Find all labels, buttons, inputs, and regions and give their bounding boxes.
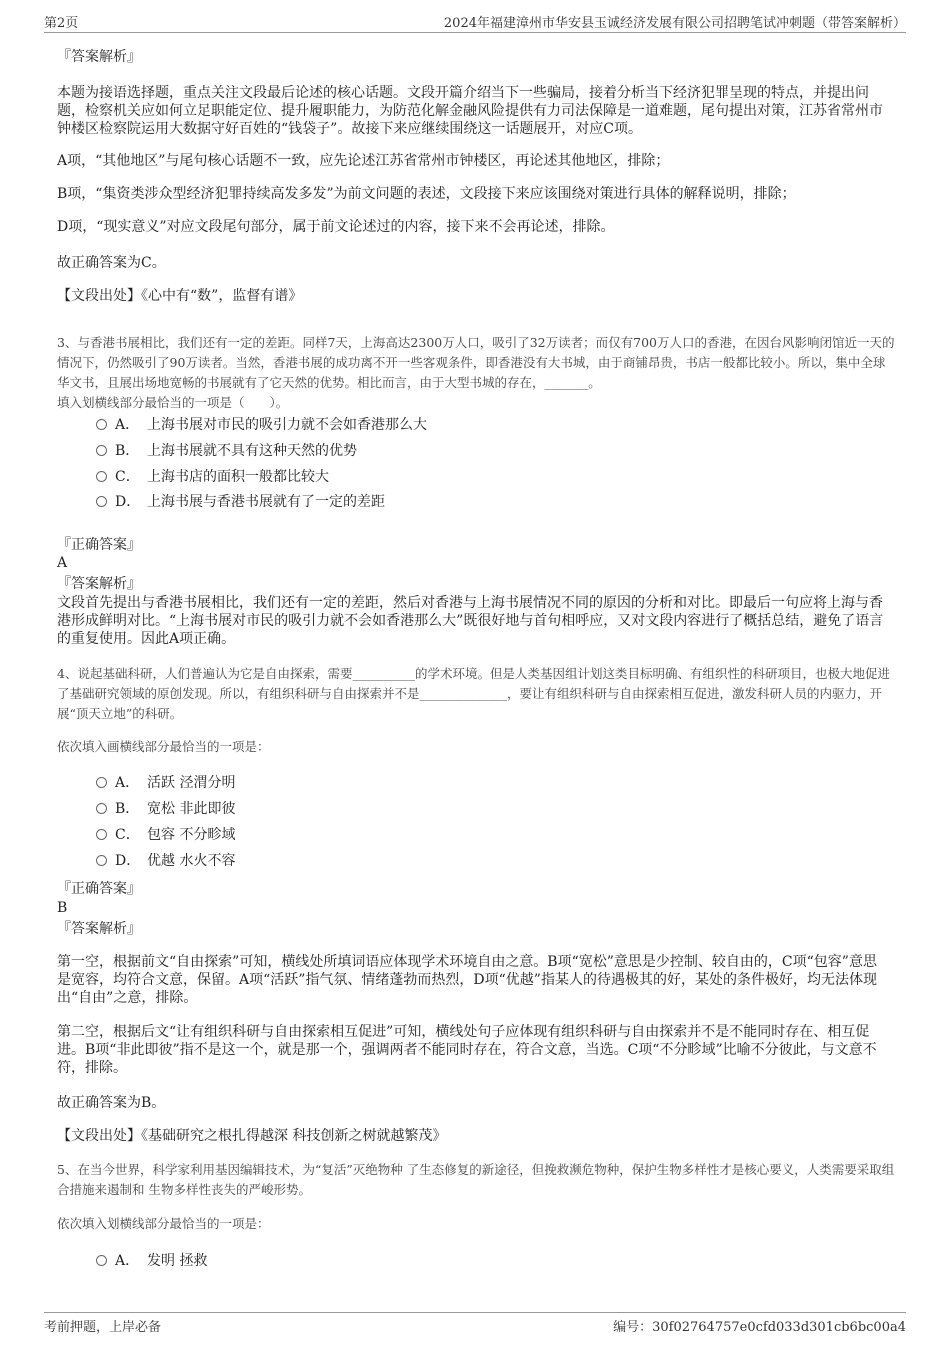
prev-source: 【文段出处】《心中有“数”，监督有谱》 <box>57 288 303 304</box>
page-footer <box>44 1312 906 1337</box>
q3-option-d[interactable]: D． 上海书展与香港书展就有了一定的差距 <box>96 492 385 512</box>
q4-analysis-label: 『答案解析』 <box>57 921 141 937</box>
prev-analysis-p1: 本题为接语选择题，重点关注文段最后论述的核心话题。文段开篇介绍当下一些骗局，接着分析当下经济犯罪呈现的特点，并提出问题，检察机关应如何立足职能定位、提升履职能力，为防范化解金融风险提供有力司法保障是一道难题，尾句提出对策，江苏省常州市钟楼区检察院运用大数据守好百姓的“钱袋子”。故接下来应继续围绕这一话题展开，对应C项。 <box>57 85 883 137</box>
prev-answer-line: 故正确答案为C。 <box>57 255 166 271</box>
q4-answer-line: 故正确答案为B。 <box>57 1095 166 1111</box>
q4-blank-1: __________ <box>352 666 415 681</box>
q5-stem: 5、在当今世界，科学家利用基因编辑技术，为“复活”灭绝物种 了生态修复的新途径，但挽救濒危物种，保护生物多样性才是核心要义，人类需要采取组合措施来遏制和 生物多样性丧失的严峻形势。 <box>57 1162 895 1197</box>
q3-analysis: 文段首先提出与香港书展相比，我们还有一定的差距，然后对香港与上海书展情况不同的原因的分析和对比。即最后一句应将上海与香港形成鲜明对比。“上海书展对市民的吸引力就不会如香港那么大”既很好地与首句相呼应，又对文段内容进行了概括总结，避免了语言的重复使用。因此A项正确。 <box>57 595 884 647</box>
footer-slogan: 考前押题，上岸必备 <box>44 1320 162 1335</box>
q3-analysis-label: 『答案解析』 <box>57 576 141 592</box>
q4-analysis-p2: 第二空，根据后文“让有组织科研与自由探索相互促进”可知，横线处句子应体现有组织科研与自由探索并不是不能同时存在、相互促进。B项“非此即彼”指不是这一个，就是那一个，强调两者不能同时存在，符合文意，当选。C项“不分畛域”比喻不分彼此，与文意不符，排除。 <box>57 1024 877 1076</box>
prev-analysis-p4: D项，“现实意义”对应文段尾句部分，属于前文论述过的内容，接下来不会再论述，排除。 <box>57 219 615 235</box>
prev-analysis-p3: B项，“集资类涉众型经济犯罪持续高发多发”为前文问题的表述，文段接下来应该围绕对策进行具体的解释说明，排除； <box>57 186 796 202</box>
document-code: 编号：30f02764757e0cfd033d301cb6bc00a4 <box>613 1320 906 1335</box>
q4-source: 【文段出处】《基础研究之根扎得越深 科技创新之树就越繁茂》 <box>57 1128 447 1144</box>
radio-icon[interactable] <box>96 829 107 840</box>
q4-answer: B <box>57 900 68 916</box>
q4-blank-2: ______________ <box>419 686 508 701</box>
q3-stem: 3、与香港书展相比，我们还有一定的差距。同样7天，上海高达2300万人口，吸引了32万读者；而仅有700万人口的香港，在因台风影响闭馆近一天的情况下，仍然吸引了90万读者。当然，香港书展的成功离不开一些客观条件，即香港没有大书城，由于商铺昂贵，书店一般都比较小。所以，集中全球华文书，且展出场地宽畅的书展就有了它天然的优势。相比而言，由于大型书城的存在，_______。 <box>57 335 895 390</box>
q3-option-b[interactable]: B． 上海书展就不具有这种天然的优势 <box>96 441 357 461</box>
page-number: 第2页 <box>44 16 79 31</box>
q3-prompt: 填入划横线部分最恰当的一项是（ ）。 <box>57 395 289 410</box>
q4-option-a[interactable]: A． 活跃 泾渭分明 <box>96 773 235 793</box>
radio-icon[interactable] <box>96 855 107 866</box>
q4-option-c[interactable]: C． 包容 不分畛域 <box>96 825 235 845</box>
document-title: 2024年福建漳州市华安县玉诚经济发展有限公司招聘笔试冲刺题（带答案解析） <box>443 16 906 31</box>
q3-answer-label: 『正确答案』 <box>57 537 141 553</box>
q3-answer: A <box>57 555 68 571</box>
radio-icon[interactable] <box>96 471 107 482</box>
q5-option-a[interactable]: A． 发明 拯救 <box>96 1251 207 1271</box>
prev-analysis-p2: A项，“其他地区”与尾句核心话题不一致，应先论述江苏省常州市钟楼区，再论述其他地区，排除； <box>57 153 670 169</box>
radio-icon[interactable] <box>96 803 107 814</box>
prev-analysis-label: 『答案解析』 <box>57 49 141 65</box>
q3-option-a[interactable]: A． 上海书展对市民的吸引力就不会如香港那么大 <box>96 415 427 435</box>
radio-icon[interactable] <box>96 777 107 788</box>
q4-prompt: 依次填入画横线部分最恰当的一项是： <box>57 739 270 754</box>
q4-answer-label: 『正确答案』 <box>57 881 141 897</box>
radio-icon[interactable] <box>96 1255 107 1266</box>
q3-option-c[interactable]: C． 上海书店的面积一般都比较大 <box>96 467 329 487</box>
q4-option-b[interactable]: B． 宽松 非此即彼 <box>96 799 235 819</box>
q5-prompt: 依次填入划横线部分最恰当的一项是： <box>57 1216 270 1231</box>
q4-analysis-p1: 第一空，根据前文“自由探索”可知，横线处所填词语应体现学术环境自由之意。B项“宽松”意思是少控制、较自由的，C项“包容”意思是宽容，均符合文意，保留。A项“活跃”指气氛、情绪蓬勃而热烈，D项“优越”指某人的待遇极其的好，某处的条件极好，均无法体现出“自由”之意，排除。 <box>57 954 877 1006</box>
radio-icon[interactable] <box>96 419 107 430</box>
page-header <box>44 10 906 33</box>
radio-icon[interactable] <box>96 445 107 456</box>
radio-icon[interactable] <box>96 496 107 507</box>
q4-stem: 4、说起基础科研，人们普遍认为它是自由探索，需要__________的学术环境。但是人类基因组计划这类目标明确、有组织性的科研项目，也极大地促进了基础研究领域的原创发现。所以，有组织科研与自由探索并不是______________，要让有组织科研与自由探索相互促进，激发科研人员的内驱力，开展“顶天立地”的科研。 <box>57 666 890 721</box>
q4-option-d[interactable]: D． 优越 水火不容 <box>96 851 235 871</box>
